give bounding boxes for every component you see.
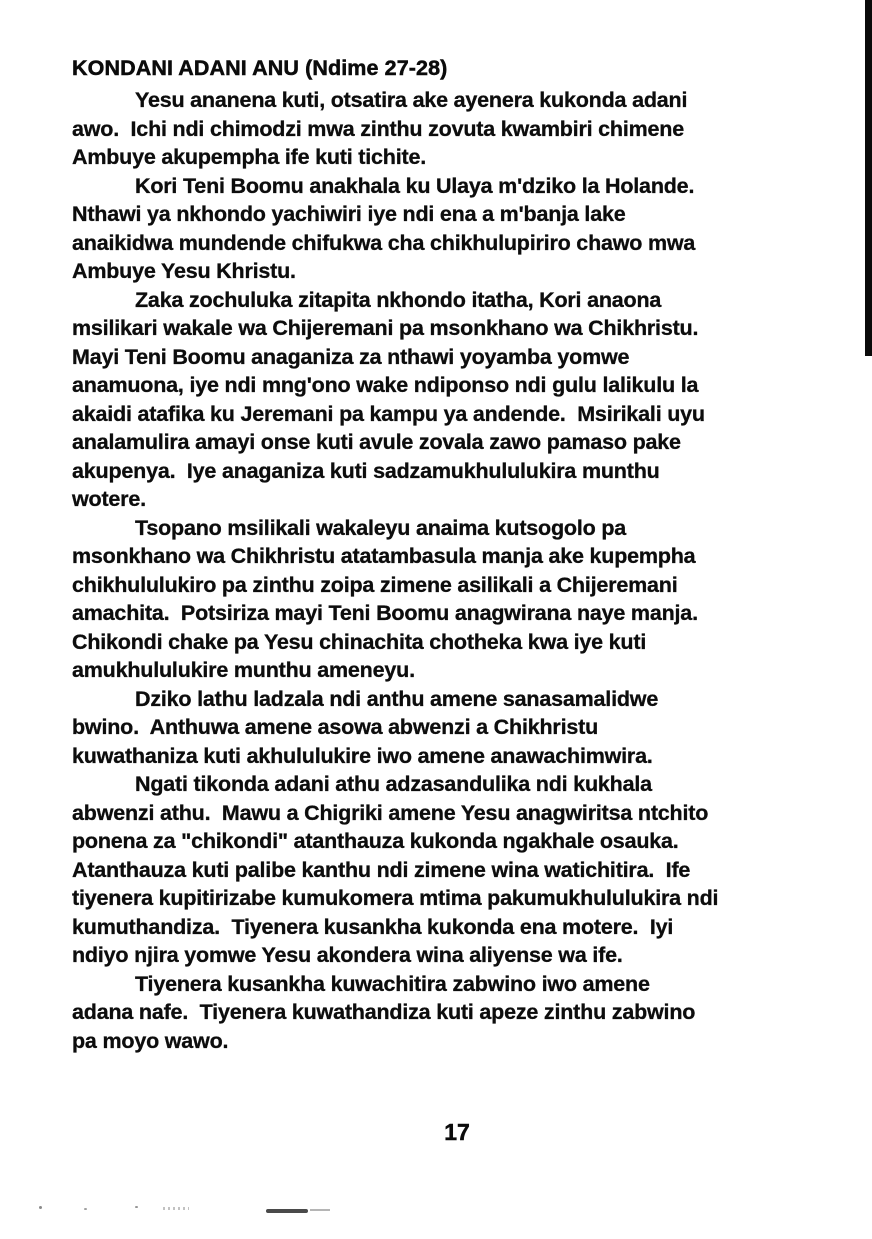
text-line: bwino. Anthuwa amene asowa abwenzi a Chikhristu [72,715,598,739]
paragraph [72,286,842,514]
scan-artifact-dot [135,1206,138,1208]
text-line: abwenzi athu. Mawu a Chigriki amene Yesu anagwiritsa ntchito [72,800,709,825]
text-line: pa moyo wawo. [72,1028,229,1053]
text-line: akupenya. Iye anaganiza kuti sadzamukhululukira munthu [72,458,660,483]
text-line: kumuthandiza. Tiyenera kusankha kukonda ena motere. Iyi [72,914,674,939]
text-line: analamulira amayi onse kuti avule zovala zawo pamaso pake [72,430,681,454]
scan-artifact-right-bar [865,0,872,356]
text-line: Dziko lathu ladzala ndi anthu amene sanasamalidwe [135,686,659,711]
text-line: tiyenera kupitirizabe kumukomera mtima pakumukhululukira ndi [72,886,719,910]
text-line: Kori Teni Boomu anakhala ku Ulaya m'dziko la Holande. [135,173,695,198]
text-line: anaikidwa mundende chifukwa cha chikhulupiriro chawo mwa [72,230,696,255]
scan-artifact-dot [84,1208,87,1210]
text-line: msonkhano wa Chikhristu atatambasula manja ake kupempha [72,544,696,568]
text-line: Nthawi ya nkhondo yachiwiri iye ndi ena a m'banja lake [72,202,626,226]
text-line: ndiyo njira yomwe Yesu akondera wina aliyense wa ife. [72,943,623,967]
text-line: Atanthauza kuti palibe kanthu ndi zimene wina watichitira. Ife [72,857,691,882]
text-line: Yesu ananena kuti, otsatira ake ayenera kukonda adani [135,88,688,112]
text-line: msilikari wakale wa Chijeremani pa msonkhano wa Chikhristu. [72,316,699,340]
section-heading: KONDANI ADANI ANU (Ndime 27-28) [72,56,448,80]
text-line: wotere. [72,487,146,511]
text-line: Tsopano msilikali wakaleyu anaima kutsogolo pa [135,515,627,540]
paragraph [72,770,842,970]
text-line: Tiyenera kusankha kuwachitira zabwino iwo amene [135,971,650,996]
text-line: akaidi atafika ku Jeremani pa kampu ya andende. Msirikali uyu [72,401,705,426]
text-line: ponena za "chikondi" atanthauza kukonda ngakhale osauka. [72,829,679,853]
scan-artifact-specks [163,1207,189,1210]
text-line: Ambuye Yesu Khristu. [72,259,296,283]
page-number: 17 [444,1119,470,1145]
text-line: amukhululukire munthu ameneyu. [72,658,415,682]
text-line: Mayi Teni Boomu anaganiza za nthawi yoyamba yomwe [72,344,630,369]
scan-artifact-dot [39,1206,42,1209]
text-line: adana nafe. Tiyenera kuwathandiza kuti apeze zinthu zabwino [72,1000,696,1024]
text-line: amachita. Potsiriza mayi Teni Boomu anagwirana naye manja. [72,601,698,625]
text-line: Chikondi chake pa Yesu chinachita chotheka kwa iye kuti [72,629,647,654]
body-text [72,86,842,1055]
paragraph [72,514,842,685]
text-line: Zaka zochuluka zitapita nkhondo itatha, Kori anaona [135,287,662,312]
paragraph [72,86,842,172]
text-line: Ngati tikonda adani athu adzasandulika ndi kukhala [135,772,652,796]
paragraph [72,685,842,771]
text-line: anamuona, iye ndi mng'ono wake ndiponso ndi gulu lalikulu la [72,373,699,397]
text-line: chikhululukiro pa zinthu zoipa zimene asilikali a Chijeremani [72,572,678,597]
paragraph [72,970,842,1056]
text-line: awo. Ichi ndi chimodzi mwa zinthu zovuta kwambiri chimene [72,116,684,141]
scan-artifact-dash [310,1209,330,1211]
scan-artifact-dash [266,1209,308,1213]
text-line: Ambuye akupempha ife kuti tichite. [72,145,426,169]
paragraph [72,172,842,286]
text-line: kuwathaniza kuti akhululukire iwo amene anawachimwira. [72,743,653,768]
